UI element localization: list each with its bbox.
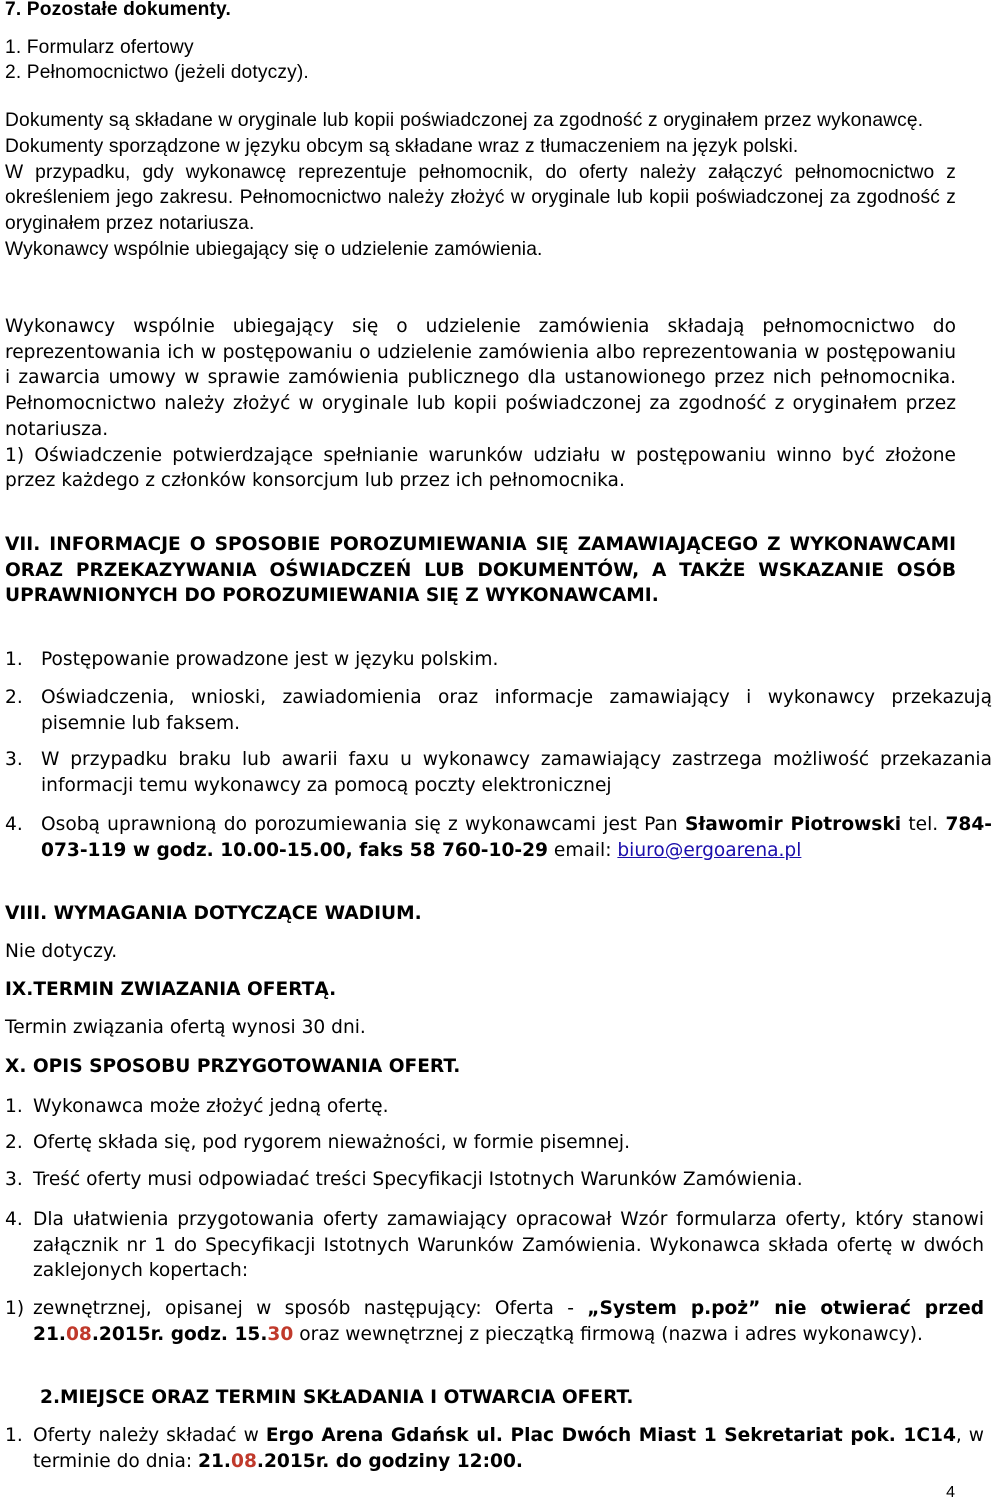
page-number: 4: [946, 1484, 955, 1502]
text-span: Wykonawcy wspólnie ubiegający się o udzielenie zamówienia składają pełnomocnictwo do reprezentowania ich w postępowaniu o udzielenie zamówienia albo reprezentowania w postępowaniu i zawarcia umowy w sprawie zamówienia publicznego dla ustanowionego przez nich pełnomocnika.: [5, 316, 956, 389]
paragraph: Dokumenty są składane w oryginale lub kopii poświadczonej za zgodność z oryginałem przez wykonawcę.: [5, 110, 924, 132]
text-span: email:: [548, 839, 618, 861]
list-text: Oświadczenia, wnioski, zawiadomienia oraz informacje zamawiający i wykonawcy przekazują pisemnie lub faksem.: [41, 687, 992, 734]
list-item: [5, 747, 992, 798]
list-item: 1. Formularz ofertowy: [5, 36, 194, 58]
section-7-continued: [5, 314, 956, 494]
list-number: 3.: [5, 749, 23, 770]
text-span: Osobą uprawnioną do porozumiewania się z wykonawcami jest Pan: [41, 814, 685, 835]
list-item: [5, 1094, 984, 1120]
text-span: Pełnomocnictwo należy złożyć w oryginale lub kopii poświadczonej za zgodność z oryginałem przez notariusza.: [5, 187, 956, 234]
section-heading: 2.MIEJSCE ORAZ TERMIN SKŁADANIA I OTWARCIA OFERT.: [40, 1387, 634, 1408]
time-minutes: 30: [267, 1323, 294, 1345]
list-number: 4.: [5, 814, 23, 835]
text-span: zewnętrznej, opisanej w sposób następujący: Oferta -: [33, 1298, 588, 1319]
deadline-day: 21.: [198, 1450, 231, 1472]
list-number: 1.: [5, 1425, 23, 1446]
list-text: Dla ułatwienia przygotowania oferty zamawiający opracował Wzór formularza oferty, który stanowi załącznik nr 1 do Specyfikacji Istotnych Warunków Zamówienia. Wykonawca składa ofertę w dwóch zaklejonych kopertach:: [33, 1209, 984, 1282]
contact-phone: 784-073-119 w godz. 10.00-15.00, faks 58 760-10-29: [41, 814, 992, 861]
text-span: W przypadku, gdy wykonawcę reprezentuje pełnomocnik, do oferty należy załączyć pełnomocnictwo z określeniem jego zakresu.: [5, 161, 956, 209]
list-text: [33, 1423, 984, 1474]
deadline-month: 08: [231, 1450, 257, 1472]
list-number: 1): [5, 1298, 25, 1319]
list-text: [33, 1296, 984, 1347]
paragraph: Termin związania ofertą wynosi 30 dni.: [5, 1016, 366, 1038]
list-text: Ofertę składa się, pod rygorem nieważności, w formie pisemnej.: [33, 1132, 630, 1153]
date-year: .2015r. godz. 15.: [91, 1323, 268, 1345]
list-number: 1.: [5, 649, 23, 670]
section-heading: 7. Pozostałe dokumenty.: [5, 0, 231, 20]
section-ix: [5, 977, 956, 1040]
paragraph: [5, 314, 956, 443]
list-item: [5, 1423, 984, 1474]
list-number: 1.: [5, 1096, 23, 1117]
text-span: oraz wewnętrznej z pieczątką firmową (nazwa i adres wykonawcy).: [293, 1323, 923, 1345]
section-viii: [5, 901, 956, 964]
list-item: [5, 1167, 984, 1193]
section-heading: X. OPIS SPOSOBU PRZYGOTOWANIA OFERT.: [5, 1056, 461, 1077]
section-heading: VII. INFORMACJE O SPOSOBIE POROZUMIEWANIA SIĘ ZAMAWIAJĄCEGO Z WYKONAWCAMI ORAZ PRZEKAZYWANIA OŚWIADCZEŃ LUB DOKUMENTÓW, A TAKŻE WSKAZANIE OSÓB UPRAWNIONYCH DO POROZUMIEWANIA SIĘ Z WYKONAWCAMI.: [5, 534, 956, 607]
paragraph: [5, 160, 956, 237]
list-text: W przypadku braku lub awarii faxu u wykonawcy zamawiający zastrzega możliwość przekazania informacji temu wykonawcy za pomocą poczty elektronicznej: [41, 749, 992, 796]
list-number: 4.: [5, 1209, 23, 1230]
text-span: Pełnomocnictwo należy złożyć w oryginale lub kopii poświadczonej za zgodność z oryginałem przez notariusza.: [5, 393, 956, 440]
list-number: 2.: [5, 687, 23, 708]
date-month: 08: [65, 1323, 92, 1345]
section-heading: IX.TERMIN ZWIAZANIA OFERTĄ.: [5, 979, 337, 1000]
section-heading: VIII. WYMAGANIA DOTYCZĄCE WADIUM.: [5, 903, 422, 924]
list-text: Treść oferty musi odpowiadać treści Specyfikacji Istotnych Warunków Zamówienia.: [33, 1169, 803, 1190]
text-span: tel.: [901, 814, 946, 835]
place-address: Ergo Arena Gdańsk ul. Plac Dwóch Miast 1 Sekretariat pok. 1C14: [265, 1425, 956, 1446]
section-7: [5, 0, 956, 262]
list-number: 3.: [5, 1169, 23, 1190]
list-item: 2. Pełnomocnictwo (jeżeli dotyczy).: [5, 62, 309, 84]
list-item: [5, 1130, 984, 1156]
section-x: [5, 1054, 956, 1080]
text-span: Oferty należy składać w: [33, 1425, 266, 1446]
paragraph: Dokumenty sporządzone w języku obcym są składane wraz z tłumaczeniem na język polski.: [5, 135, 799, 157]
email-link[interactable]: biuro@ergoarena.pl: [617, 839, 802, 861]
list-item: [5, 647, 992, 673]
paragraph: 1) Oświadczenie potwierdzające spełnianie warunków udziału w postępowaniu winno być złożone przez każdego z członków konsorcjum lub przez ich pełnomocnika.: [5, 444, 956, 492]
list-item: [5, 1207, 984, 1284]
list-item: [5, 812, 992, 863]
list-text: Postępowanie prowadzone jest w języku polskim.: [41, 649, 499, 670]
list-text: [41, 812, 992, 863]
list-item: [5, 1296, 984, 1347]
list-number: 2.: [5, 1132, 23, 1153]
envelope-label: „System p.poż” nie otwierać przed 21.: [33, 1298, 985, 1345]
contact-name: Sławomir Piotrowski: [684, 814, 902, 835]
paragraph: Wykonawcy wspólnie ubiegający się o udzielenie zamówienia.: [5, 238, 543, 260]
list-text: Wykonawca może złożyć jedną ofertę.: [33, 1096, 389, 1117]
text-span: , w terminie do dnia:: [33, 1425, 985, 1472]
paragraph: Nie dotyczy.: [5, 940, 118, 962]
list-item: [5, 685, 992, 736]
section-2: [40, 1385, 956, 1411]
deadline-rest: .2015r. do godziny 12:00.: [256, 1450, 523, 1472]
section-vii: [5, 532, 956, 609]
